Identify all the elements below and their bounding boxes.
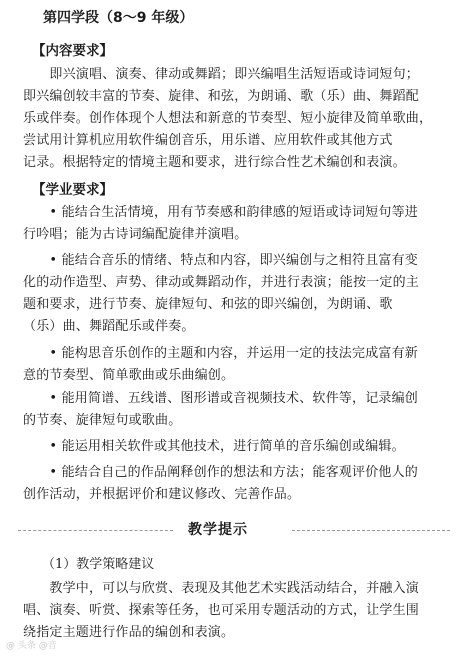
watermark: @ 头条 @音	[6, 641, 57, 651]
teaching-tips-title: 教学提示	[188, 522, 248, 538]
content-requirements-paragraph	[23, 64, 453, 174]
requirement-item-6	[23, 462, 453, 506]
stage-title: 第四学段（8～9 年级）	[43, 10, 194, 26]
requirement-item-2	[23, 250, 453, 338]
requirement-line: 的节奏、旋律短句或歌曲。	[23, 413, 182, 428]
requirement-item-5	[23, 436, 453, 458]
requirement-line: • 能构思音乐创作的主题和内容，并运用一定的技法完成富有新	[23, 346, 419, 361]
paragraph-line: 唱、演奏、听赏、探索等任务，也可采用专题活动的方式，让学生围	[23, 603, 420, 618]
divider-line-left	[18, 530, 173, 531]
requirement-item-1	[23, 202, 453, 246]
requirement-line: • 能用简谱、五线谱、图形谱或音视频技术、软件等，记录编创	[23, 391, 419, 406]
requirement-line: 创作活动，并根据评价和建议修改、完善作品。	[23, 487, 301, 502]
paragraph-line: 即兴演唱、演奏、律动或舞蹈；即兴编唱生活短语或诗词短句；	[23, 67, 420, 82]
requirement-line: 行吟唱；能为古诗词编配旋律并演唱。	[23, 227, 248, 242]
paragraph-line: 尝试用计算机应用软件编创音乐，用乐谱、应用软件或其他方式	[23, 133, 393, 148]
requirement-line: 意的节奏型、简单歌曲或乐曲编创。	[23, 368, 235, 383]
requirement-line: 题和要求，进行节奏、旋律短句、和弦的即兴编创，为朗诵、歌	[23, 297, 393, 312]
strategy-subheading: （1）教学策略建议	[42, 557, 155, 572]
paragraph-line: 乐或伴奏。创作体现个人想法和新意的节奏型、短小旋律及简单歌曲，	[23, 111, 433, 126]
requirement-line: • 能结合音乐的情绪、特点和内容，即兴编创与之相符且富有变	[23, 253, 419, 268]
paragraph-line: 绕指定主题进行作品的编创和表演。	[23, 625, 235, 640]
content-requirements-heading: 【内容要求】	[32, 43, 113, 59]
requirement-item-4	[23, 388, 453, 432]
paragraph-line: 即兴编创较丰富的节奏、旋律、和弦，为朗诵、歌（乐）曲、舞蹈配	[23, 89, 420, 104]
divider-line-right	[292, 530, 450, 531]
requirement-line: • 能结合生活情境，用有节奏感和韵律感的短语或诗词短句等进	[23, 205, 419, 220]
requirement-line: 化的动作造型、声势、律动或舞蹈动作，并进行表演；能按一定的主	[23, 275, 420, 290]
paragraph-line: 教学中，可以与欣赏、表现及其他艺术实践活动结合，并融入演	[23, 581, 420, 596]
paragraph-line: 记录。根据特定的情境主题和要求，进行综合性艺术编创和表演。	[23, 155, 406, 170]
requirement-item-3	[23, 343, 453, 387]
academic-requirements-heading: 【学业要求】	[32, 182, 113, 198]
requirement-line: • 能运用相关软件或其他技术，进行简单的音乐编创或编辑。	[23, 439, 405, 454]
requirement-line: • 能结合自己的作品阐释创作的想法和方法；能客观评价他人的	[23, 465, 419, 480]
teaching-tips-divider	[18, 520, 450, 540]
requirement-line: （乐）曲、舞蹈配乐或伴奏。	[23, 319, 195, 334]
teaching-strategy-paragraph	[23, 578, 453, 644]
